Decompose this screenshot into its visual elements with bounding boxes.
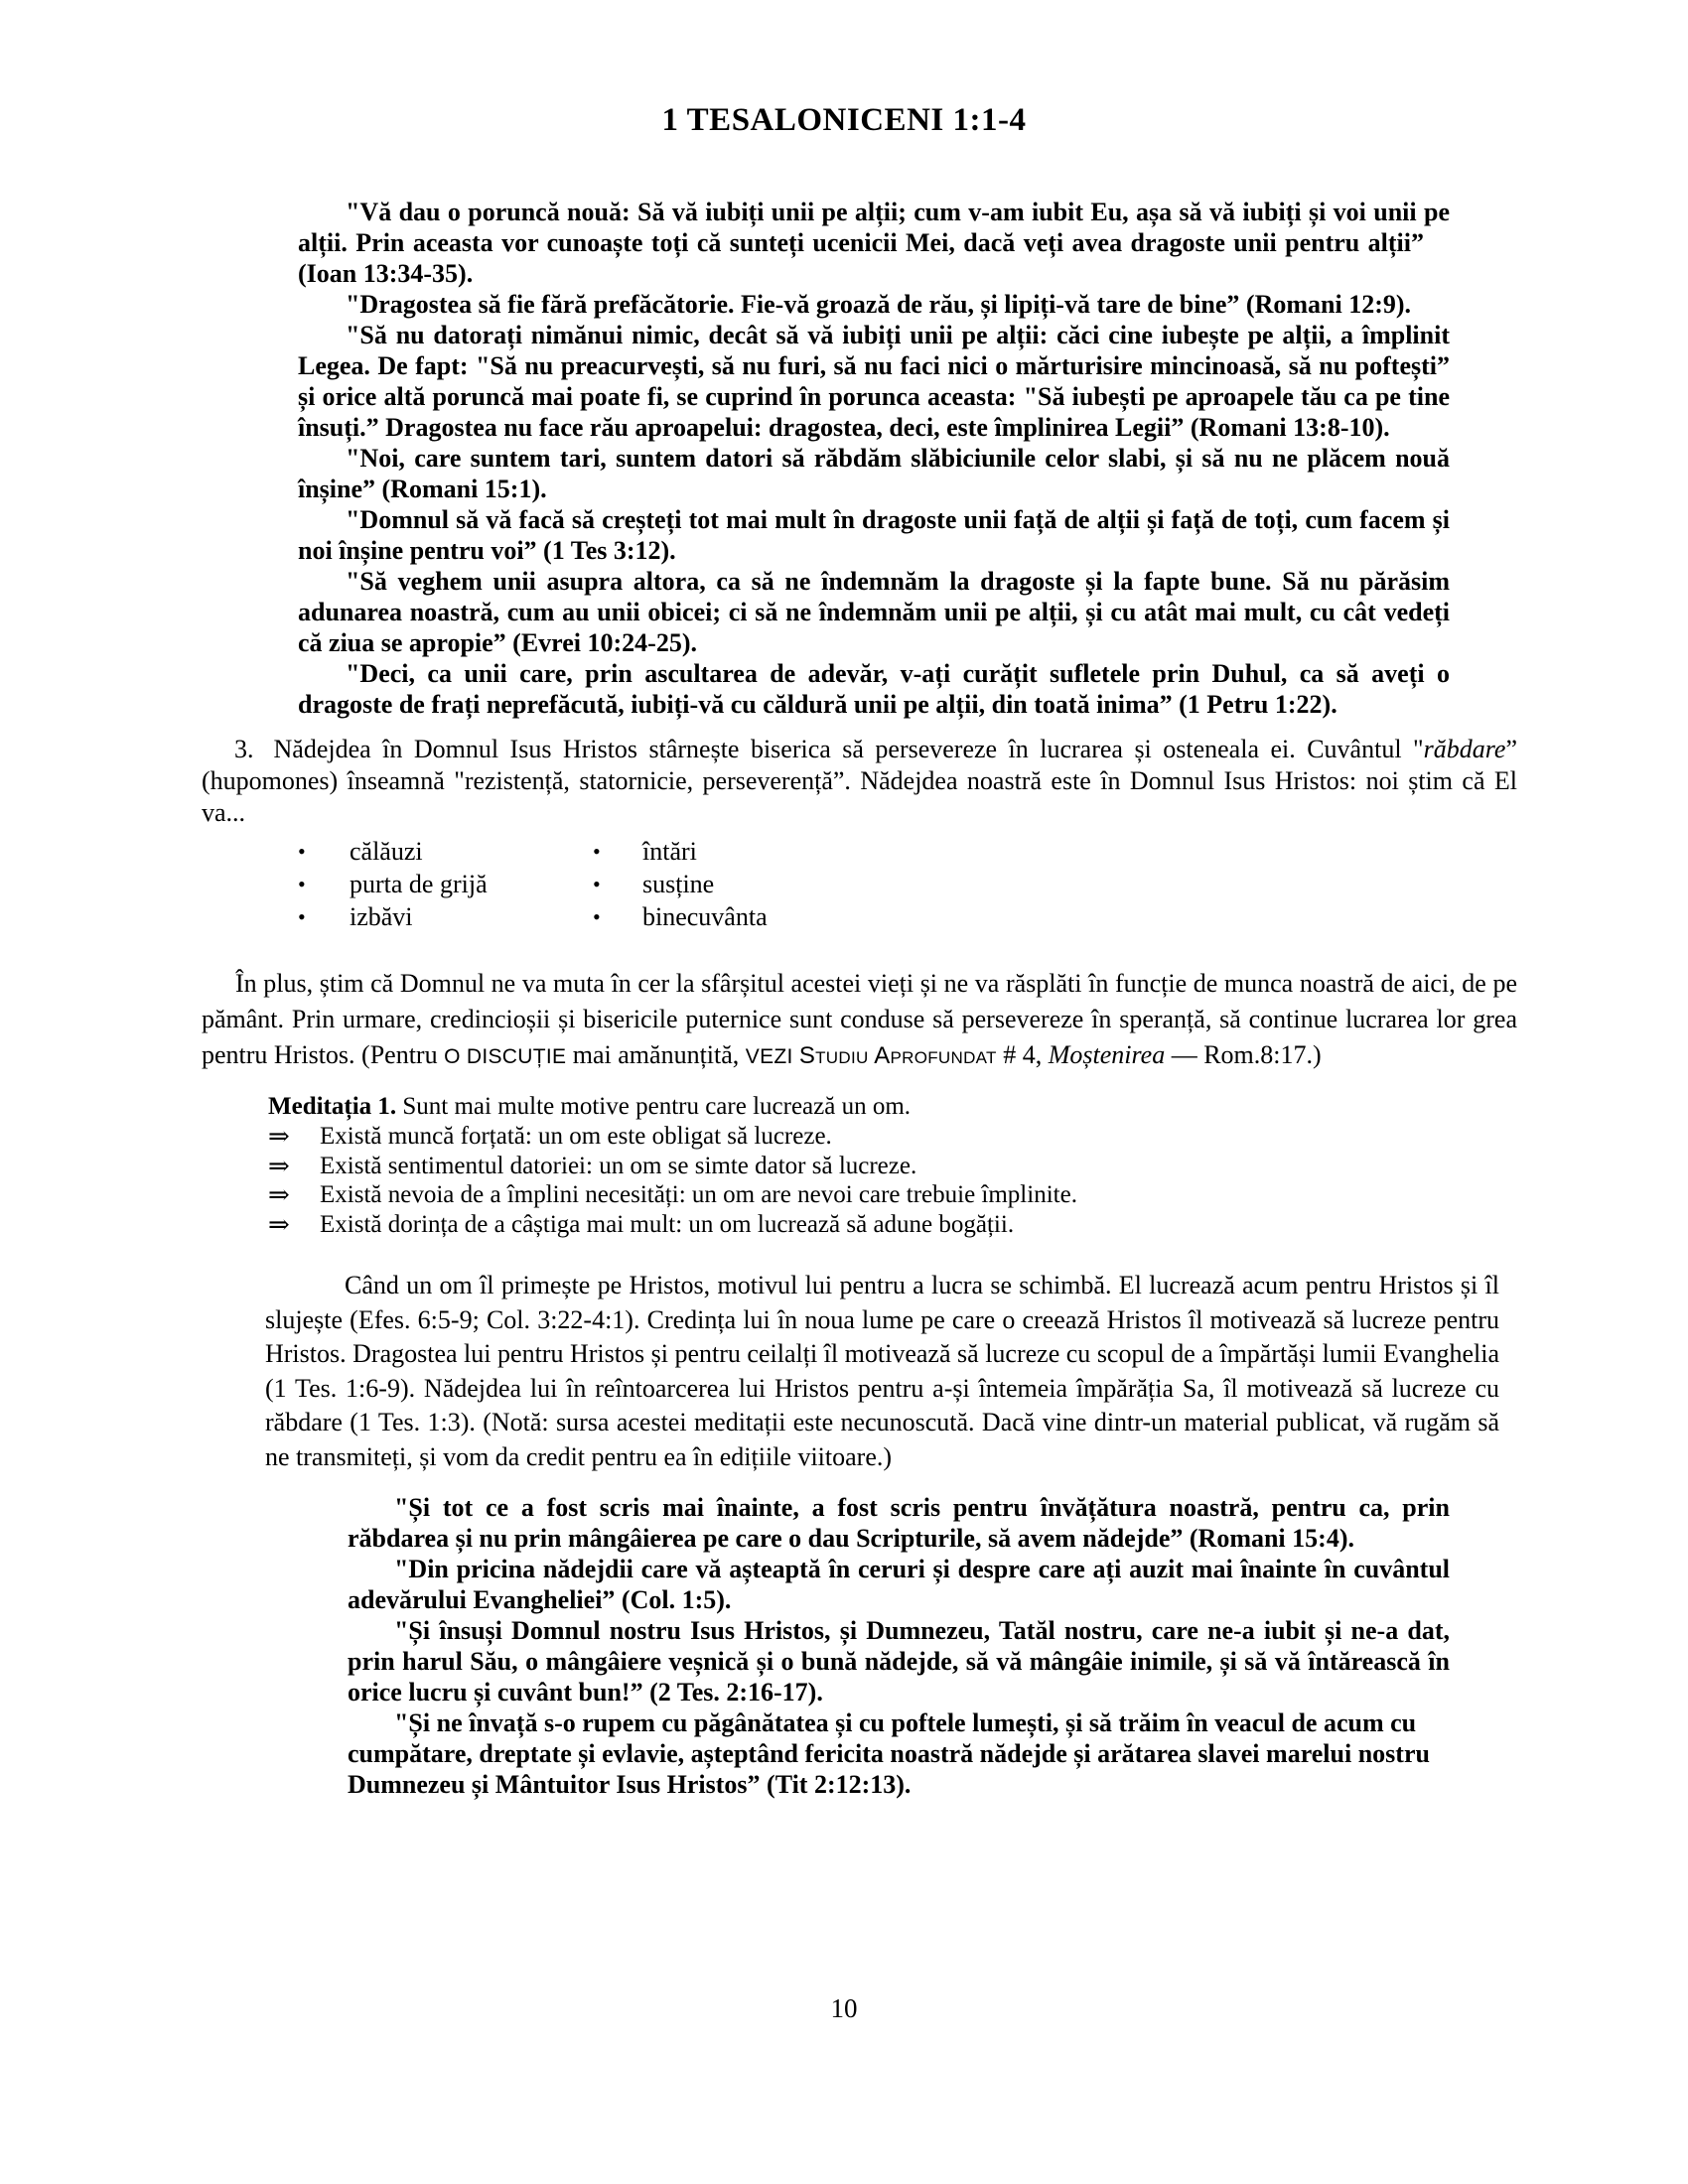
bullet-item: călăuzi (350, 837, 423, 866)
point-text-after: ” (hupomones) înseamnă "rezistență, statornicie, perseverență”. Nădejdea noastră este în Domnul Isus Hristos: noi știm că El va... (202, 735, 1517, 827)
meditation-section (268, 1091, 1504, 1239)
meditation-item (268, 1210, 1504, 1240)
point-italic-term: răbdare (1423, 735, 1506, 763)
inplus-paragraph (202, 966, 1517, 1075)
meditation-item-text: Există dorința de a câștiga mai mult: un om lucrează să adune bogății. (320, 1210, 1015, 1238)
bullet-item: purta de grijă (350, 870, 488, 898)
arrow-icon: ⇒ (268, 1209, 290, 1239)
bullet-row (298, 900, 1688, 933)
bullet-icon: • (298, 904, 306, 929)
smallcaps-vezi: VEZI (745, 1045, 799, 1068)
bullet-icon: • (298, 872, 306, 896)
arrow-icon: ⇒ (268, 1151, 290, 1180)
meditation-item-text: Există sentimentul datoriei: un om se simte dator să lucreze. (320, 1152, 917, 1179)
bullet-icon: • (593, 839, 601, 864)
point-text-before: Nădejdea în Domnul Isus Hristos stârnește biserica să persevereze în lucrarea și osteneala ei. Cuvântul " (273, 735, 1424, 763)
bullet-item: întări (642, 837, 697, 866)
smallcaps-studiu-aprofundat: Studiu Aprofundat (798, 1042, 997, 1069)
bullet-icon: • (593, 904, 601, 929)
quote-paragraph: "Dragostea să fie fără prefăcătorie. Fie-vă groază de rău, și lipiți-vă tare de bine” (Romani 12:9). (346, 290, 1412, 319)
meditation-item-text: Există nevoia de a împlini necesități: un om are nevoi care trebuie împlinite. (320, 1181, 1077, 1208)
inplus-text: # 4, (996, 1040, 1049, 1069)
scripture-quotes-bottom (348, 1492, 1450, 1800)
meditation-lead (268, 1091, 1504, 1122)
meditation-item (268, 1152, 1504, 1181)
quote-paragraph: "Noi, care suntem tari, suntem datori să răbdăm slăbiciunile celor slabi, și să nu ne plăcem nouă înșine” (Romani 15:1). (298, 444, 1450, 503)
bullet-item: binecuvânta (642, 902, 768, 931)
quote-paragraph: "Și însuși Domnul nostru Isus Hristos, și Dumnezeu, Tatăl nostru, care ne-a iubit și ne-a dat, prin harul Său, o mângâiere veșnică și o bună nădejde, să vă mângâie inimile, și să vă întărească în orice lucru și cuvânt bun!” (2 Tes. 2:16-17). (348, 1616, 1450, 1706)
quote-paragraph: "Din pricina nădejdii care vă așteaptă în ceruri și despre care ați auzit mai înainte în cuvântul adevărului Evangheliei” (Col. 1:5). (348, 1555, 1450, 1614)
bullet-list (298, 835, 1688, 933)
inplus-text: — Rom.8:17.) (1165, 1040, 1322, 1069)
meditation-item (268, 1122, 1504, 1152)
numbered-point-3 (202, 734, 1517, 829)
quote-paragraph: "Și tot ce a fost scris mai înainte, a fost scris pentru învățătura noastră, pentru ca, prin răbdarea și nu prin mângâierea pe care o dau Scripturile, să avem nădejde” (Romani 15:4). (348, 1493, 1450, 1553)
inplus-italic-title: Moștenirea (1048, 1040, 1166, 1069)
smallcaps-discussion: O DISCUȚIE (444, 1045, 567, 1068)
page-title: 1 TESALONICENI 1:1-4 (661, 102, 1027, 138)
meditation-item-text: Există muncă forțată: un om este obligat să lucreze. (320, 1123, 832, 1150)
bullet-item: susține (642, 870, 715, 898)
quote-paragraph: "Domnul să vă facă să creșteți tot mai mult în dragoste unii față de alții și față de toți, cum facem și noi înșine pentru voi” (1 Tes 3:12). (298, 505, 1450, 565)
point-number: 3. (234, 735, 254, 763)
quote-paragraph: "Și ne învață s-o rupem cu păgânătatea și cu poftele lumești, și să trăim în veacul de acum cu cumpătare, dreptate și evlavie, așteptând fericita noastră nădejde și arătarea slavei marelui nostru Dumnezeu și Mântuitor Isus Hristos” (Tit 2:12:13). (348, 1708, 1430, 1799)
inplus-text: În plus, știm că Domnul ne va muta în cer la sfârșitul acestei vieți și ne va răsplăti în funcție de munca noastră de aici, de pe pământ. Prin urmare, credincioșii și bisericile puternice sunt conduse să persevereze în speranță, să continue lucrarea lor grea pentru Hristos. (Pentru (202, 969, 1517, 1069)
quote-paragraph: "Vă dau o poruncă nouă: Să vă iubiți unii pe alții; cum v-am iubit Eu, așa să vă iubiți și voi unii pe alții. Prin aceasta vor cunoaște toți că sunteți ucenicii Mei, dacă veți avea dragoste unii pentru alții” (Ioan 13:34-35). (298, 198, 1450, 288)
scripture-quotes-top (298, 197, 1450, 720)
meditation-lead-text: Sunt mai multe motive pentru care lucrează un om. (396, 1093, 912, 1120)
quote-paragraph: "Deci, ca unii care, prin ascultarea de adevăr, v-ați curățit sufletele prin Duhul, ca să aveți o dragoste de frați neprefăcută, iubiți-vă cu căldură unii pe alții, din toată inima” (1 Petru 1:22). (298, 659, 1450, 719)
meditation-item (268, 1180, 1504, 1210)
cand-paragraph: Când un om îl primește pe Hristos, motivul lui pentru a lucra se schimbă. El lucrează acum pentru Hristos și îl slujește (Efes. 6:5-9; Col. 3:22-4:1). Credința lui în noua lume pe care o creează Hristos îl motivează să lucreze pentru Hristos. Dragostea lui pentru Hristos și pentru ceilalți îl motivează să lucreze cu scopul de a împărtăși lumii Evanghelia (1 Tes. 1:6-9). Nădejdea lui în reîntoarcerea lui Hristos pentru a-și întemeia împărăția Sa, îl motivează să lucreze cu răbdare (1 Tes. 1:3). (Notă: sursa acestei meditații este necunoscută. Dacă vine dintr-un material publicat, vă rugăm să ne transmiteți, și vom da credit pentru ea în edițiile viitoare.) (265, 1271, 1499, 1471)
bullet-item: izbăvi (350, 902, 413, 931)
meditation-heading: Meditația 1. (268, 1093, 397, 1120)
page-number: 10 (830, 1993, 858, 2023)
quote-paragraph: "Să veghem unii asupra altora, ca să ne îndemnăm la dragoste și la fapte bune. Să nu părăsim adunarea noastră, cum au unii obicei; ci să ne îndemnăm unii pe alții, și cu atât mai mult, cu cât vedeți că ziua se apropie” (Evrei 10:24-25). (298, 567, 1450, 657)
bullet-row (298, 868, 1688, 900)
inplus-text: mai amănunțită, (566, 1040, 746, 1069)
bullet-icon: • (593, 872, 601, 896)
arrow-icon: ⇒ (268, 1180, 290, 1209)
quote-paragraph: "Să nu datorați nimănui nimic, decât să vă iubiți unii pe alții: căci cine iubește pe alții, a împlinit Legea. De fapt: "Să nu preacurvești, să nu furi, să nu faci nici o mărturisire mincinoasă, să nu poftești” și orice altă poruncă mai poate fi, se cuprind în porunca aceasta: "Să iubești pe aproapele tău ca pe tine însuți.” Dragostea nu face rău aproapelui: dragostea, deci, este împlinirea Legii” (Romani 13:8-10). (298, 321, 1450, 442)
bullet-icon: • (298, 839, 306, 864)
arrow-icon: ⇒ (268, 1122, 290, 1151)
bullet-row (298, 835, 1688, 868)
